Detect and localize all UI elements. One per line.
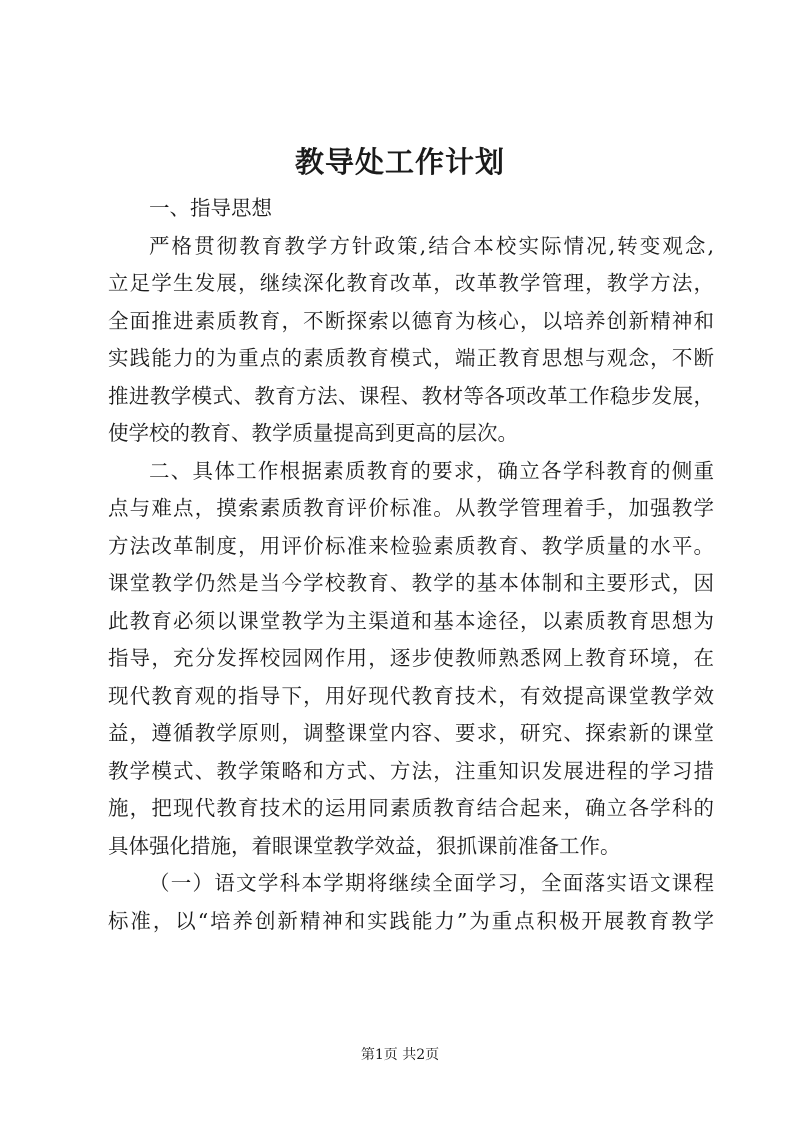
text-line: 标准，以“培养创新精神和实践能力”为重点积极开展教育教学 (108, 908, 714, 933)
text-line: 指导，充分发挥校园网作用，逐步使教师熟悉网上教育环境，在 (108, 646, 714, 670)
text-line: 方法改革制度，用评价标准来检验素质教育、教学质量的水平。 (108, 533, 714, 558)
document-body (108, 190, 714, 940)
text-line: 具体强化措施，着眼课堂教学效益，狠抓课前准备工作。 (108, 833, 621, 858)
page-footer: 第1页 共2页 (360, 1047, 440, 1063)
text-line: 推进教学模式、教育方法、课程、教材等各项改革工作稳步发展， (108, 383, 714, 408)
text-line: 立足学生发展，继续深化教育改革，改革教学管理，教学方法， (108, 271, 714, 295)
text-line: 实践能力的为重点的素质教育模式，端正教育思想与观念，不断 (108, 346, 714, 370)
document-title: 教导处工作计划 (294, 145, 505, 179)
text-line: 使学校的教育、教学质量提高到更高的层次。 (108, 421, 518, 445)
text-line: 施，把现代教育技术的运用同素质教育结合起来，确立各学科的 (108, 796, 714, 820)
text-line: 严格贯彻教育教学方针政策,结合本校实际情况,转变观念, (149, 233, 714, 258)
text-line: 现代教育观的指导下，用好现代教育技术，有效提高课堂教学效 (108, 683, 714, 708)
text-line: 此教育必须以课堂教学为主渠道和基本途径，以素质教育思想为 (108, 608, 714, 633)
text-line: 课堂教学仍然是当今学校教育、教学的基本体制和主要形式，因 (108, 571, 714, 595)
text-line: 教学模式、教学策略和方式、方法，注重知识发展进程的学习措 (108, 758, 714, 783)
text-line: 益，遵循教学原则，调整课堂内容、要求，研究、探索新的课堂 (108, 721, 714, 745)
text-line: 一、指导思想 (149, 196, 272, 220)
text-line: 点与难点，摸索素质教育评价标准。从教学管理着手，加强教学 (108, 496, 714, 520)
text-line: 全面推进素质教育，不断探索以德育为核心，以培养创新精神和 (108, 308, 714, 333)
text-line: （一）语文学科本学期将继续全面学习，全面落实语文课程 (149, 871, 714, 895)
text-line: 二、具体工作根据素质教育的要求，确立各学科教育的侧重 (149, 458, 714, 483)
